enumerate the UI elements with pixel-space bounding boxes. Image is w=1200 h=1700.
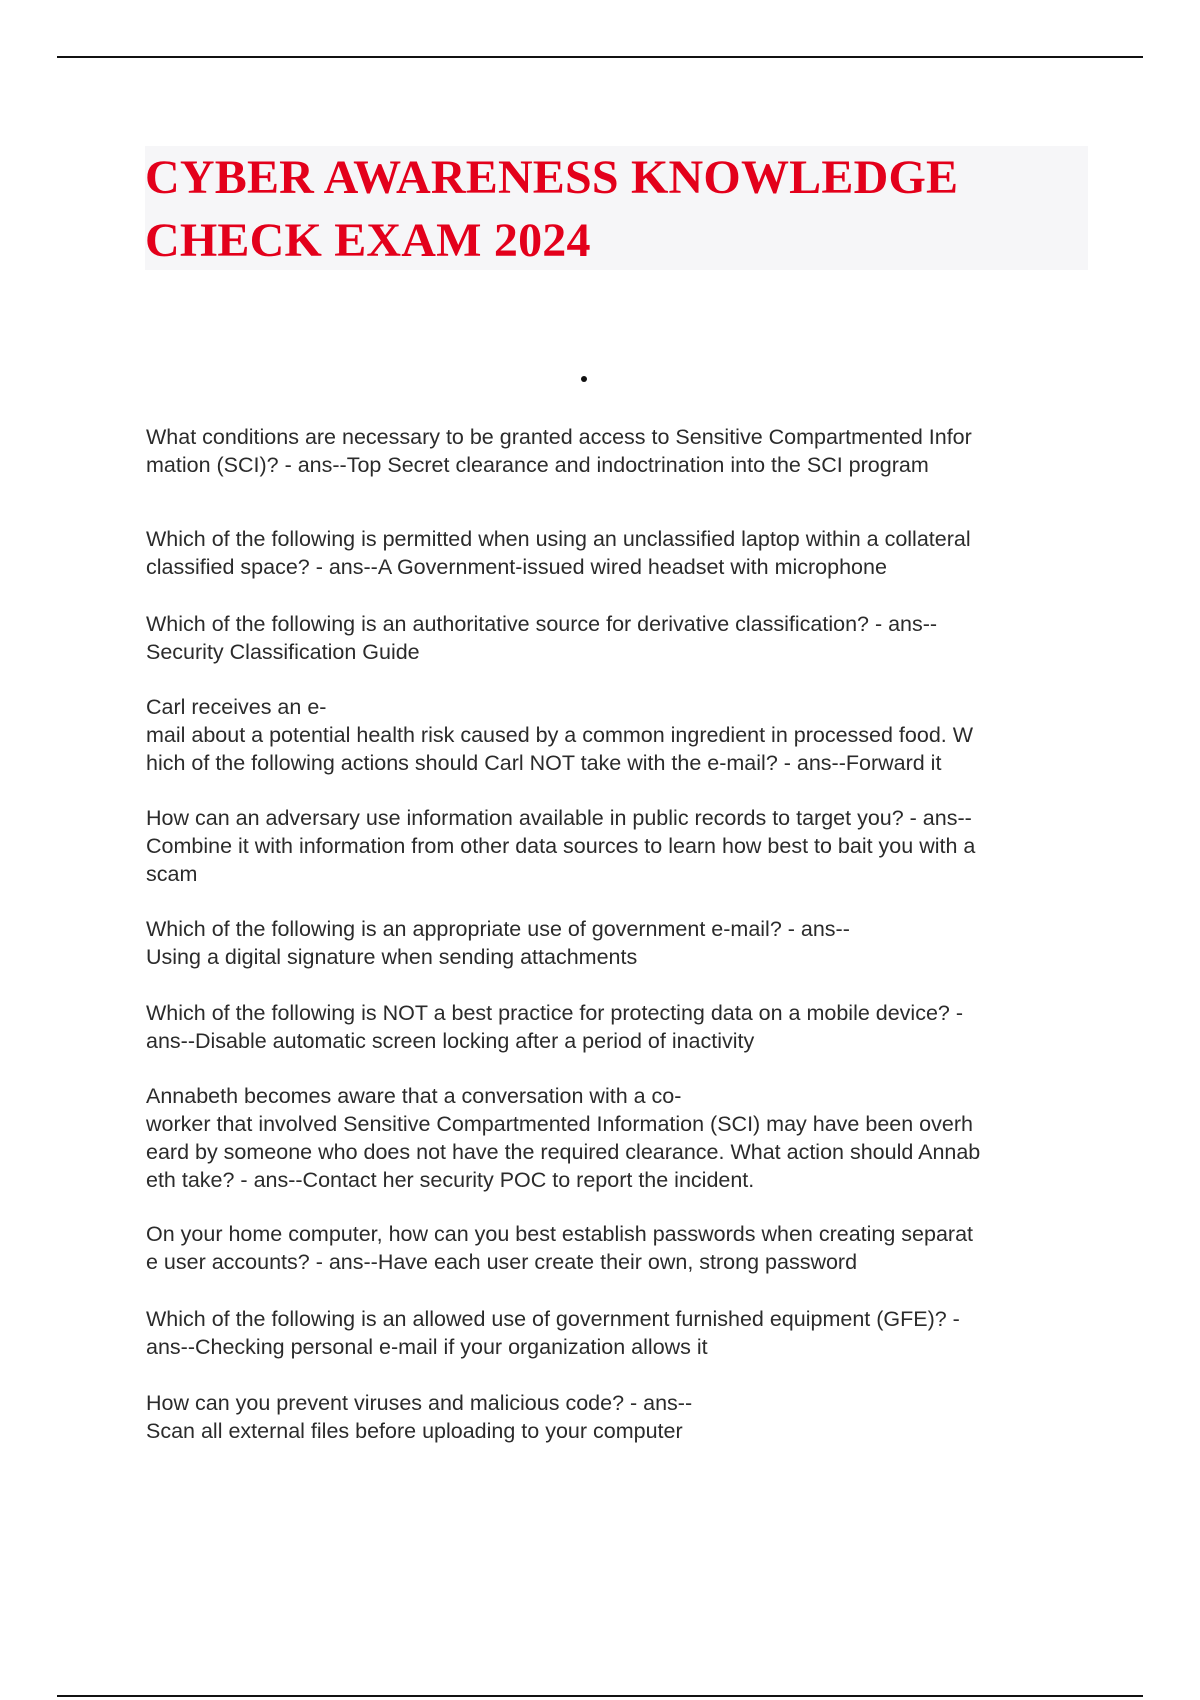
qa-item [146,525,971,581]
qa-line: What conditions are necessary to be granted access to Sensitive Compartmented Infor [146,425,972,449]
qa-item [146,423,972,479]
qa-line: How can you prevent viruses and malicious code? - ans-- [146,1391,693,1415]
qa-item [146,693,973,777]
qa-line: Which of the following is an authoritative source for derivative classification? - ans-- [146,612,938,636]
top-rule [57,56,1143,58]
qa-line: Combine it with information from other data sources to learn how best to bait you with a [146,834,976,858]
qa-line: Scan all external files before uploading to your computer [146,1419,683,1443]
qa-line: e user accounts? - ans--Have each user create their own, strong password [146,1250,858,1274]
qa-item [146,1082,980,1194]
qa-line: classified space? - ans--A Government-issued wired headset with microphone [146,555,887,579]
qa-line: Which of the following is an allowed use of government furnished equipment (GFE)? - [146,1307,960,1331]
qa-item [146,1389,692,1445]
qa-line: Which of the following is NOT a best practice for protecting data on a mobile device? - [146,1001,964,1025]
qa-line: How can an adversary use information available in public records to target you? - ans-- [146,806,972,830]
qa-line: hich of the following actions should Carl NOT take with the e-mail? - ans--Forward it [146,751,942,775]
qa-item [146,804,975,888]
qa-line: Carl receives an e- [146,695,327,719]
qa-line: ans--Disable automatic screen locking after a period of inactivity [146,1029,755,1053]
qa-line: mail about a potential health risk caused by a common ingredient in processed food. W [146,723,974,747]
qa-item [146,999,963,1055]
title-line: CHECK EXAM 2024 [145,214,591,267]
qa-line: scam [146,862,198,886]
qa-item [146,1305,960,1361]
qa-line: On your home computer, how can you best establish passwords when creating separat [146,1222,974,1246]
qa-line: eard by someone who does not have the required clearance. What action should Annab [146,1140,981,1164]
qa-item [146,1220,973,1276]
qa-item [146,915,850,971]
qa-line: Annabeth becomes aware that a conversation with a co- [146,1084,682,1108]
qa-line: mation (SCI)? - ans--Top Secret clearance and indoctrination into the SCI program [146,453,929,477]
title-line: CYBER AWARENESS KNOWLEDGE [145,151,959,204]
qa-line: Which of the following is permitted when using an unclassified laptop within a collateral [146,527,971,551]
title-block [145,146,1088,270]
qa-line: worker that involved Sensitive Compartmented Information (SCI) may have been overh [146,1112,973,1136]
bottom-rule [57,1695,1143,1697]
qa-item [146,610,937,666]
qa-line: Using a digital signature when sending attachments [146,945,638,969]
page-title [145,146,1088,272]
qa-line: eth take? - ans--Contact her security POC to report the incident. [146,1168,755,1192]
qa-line: Which of the following is an appropriate use of government e-mail? - ans-- [146,917,850,941]
bullet-separator [581,376,587,382]
qa-line: ans--Checking personal e-mail if your organization allows it [146,1335,708,1359]
qa-line: Security Classification Guide [146,640,420,664]
